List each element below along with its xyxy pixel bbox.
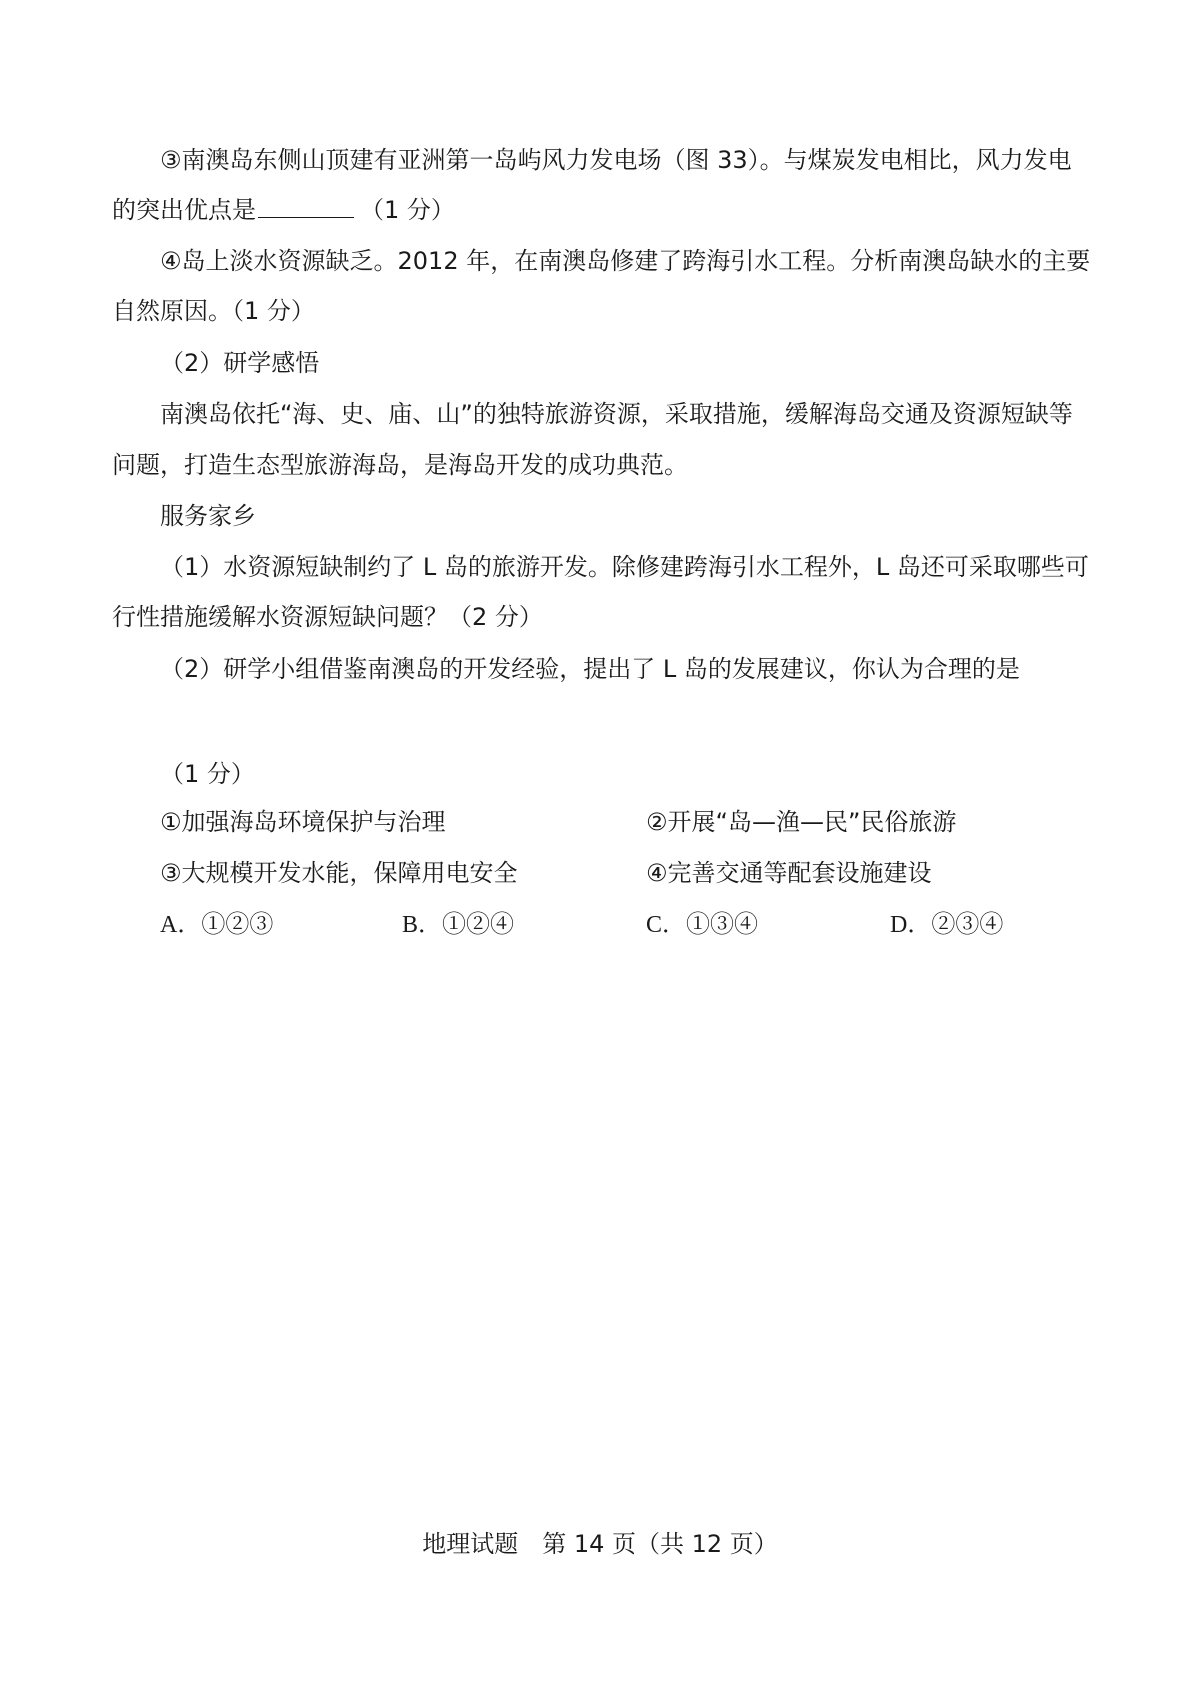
option-1: ①加强海岛环境保护与治理 — [160, 808, 446, 836]
answer-blank[interactable] — [258, 195, 354, 218]
question-4-line-2: 自然原因。（1 分） — [112, 297, 315, 325]
question-3-line-1: ③南澳岛东侧山顶建有亚洲第一岛屿风力发电场（图 33）。与煤炭发电相比，风力发电 — [160, 146, 1072, 174]
serve-question-1-line-1: （1）水资源短缺制约了 L 岛的旅游开发。除修建跨海引水工程外，L 岛还可采取哪些可 — [160, 553, 1089, 581]
reflection-paragraph-line-1: 南澳岛依托“海、史、庙、山”的独特旅游资源，采取措施，缓解海岛交通及资源短缺等 — [160, 400, 1073, 428]
choice-d[interactable]: D．②③④ — [890, 912, 1004, 938]
choice-a[interactable]: A．①②③ — [160, 912, 274, 938]
reflection-paragraph-line-2: 问题，打造生态型旅游海岛，是海岛开发的成功典范。 — [112, 451, 688, 479]
section-reflection-title: （2）研学感悟 — [160, 349, 320, 377]
choice-c[interactable]: C．①③④ — [646, 912, 759, 938]
section-serve-hometown-title: 服务家乡 — [160, 502, 256, 530]
serve-question-2-line-1: （2）研学小组借鉴南澳岛的开发经验，提出了 L 岛的发展建议，你认为合理的是 — [160, 655, 1020, 683]
option-2: ②开展“岛—渔—民”民俗旅游 — [646, 808, 957, 836]
choice-b[interactable]: B．①②④ — [402, 912, 515, 938]
question-3-prompt: 的突出优点是 — [112, 196, 256, 224]
page-footer: 地理试题 第 14 页（共 12 页） — [422, 1530, 778, 1558]
question-3-line-2 — [112, 193, 1102, 227]
question-3-score: （1 分） — [360, 196, 455, 224]
option-4: ④完善交通等配套设施建设 — [646, 859, 932, 887]
option-3: ③大规模开发水能，保障用电安全 — [160, 859, 518, 887]
serve-question-1-line-2: 行性措施缓解水资源短缺问题？（2 分） — [112, 603, 543, 631]
question-4-line-1: ④岛上淡水资源缺乏。2012 年，在南澳岛修建了跨海引水工程。分析南澳岛缺水的主要 — [160, 247, 1091, 275]
serve-question-2-score: （1 分） — [160, 760, 255, 788]
